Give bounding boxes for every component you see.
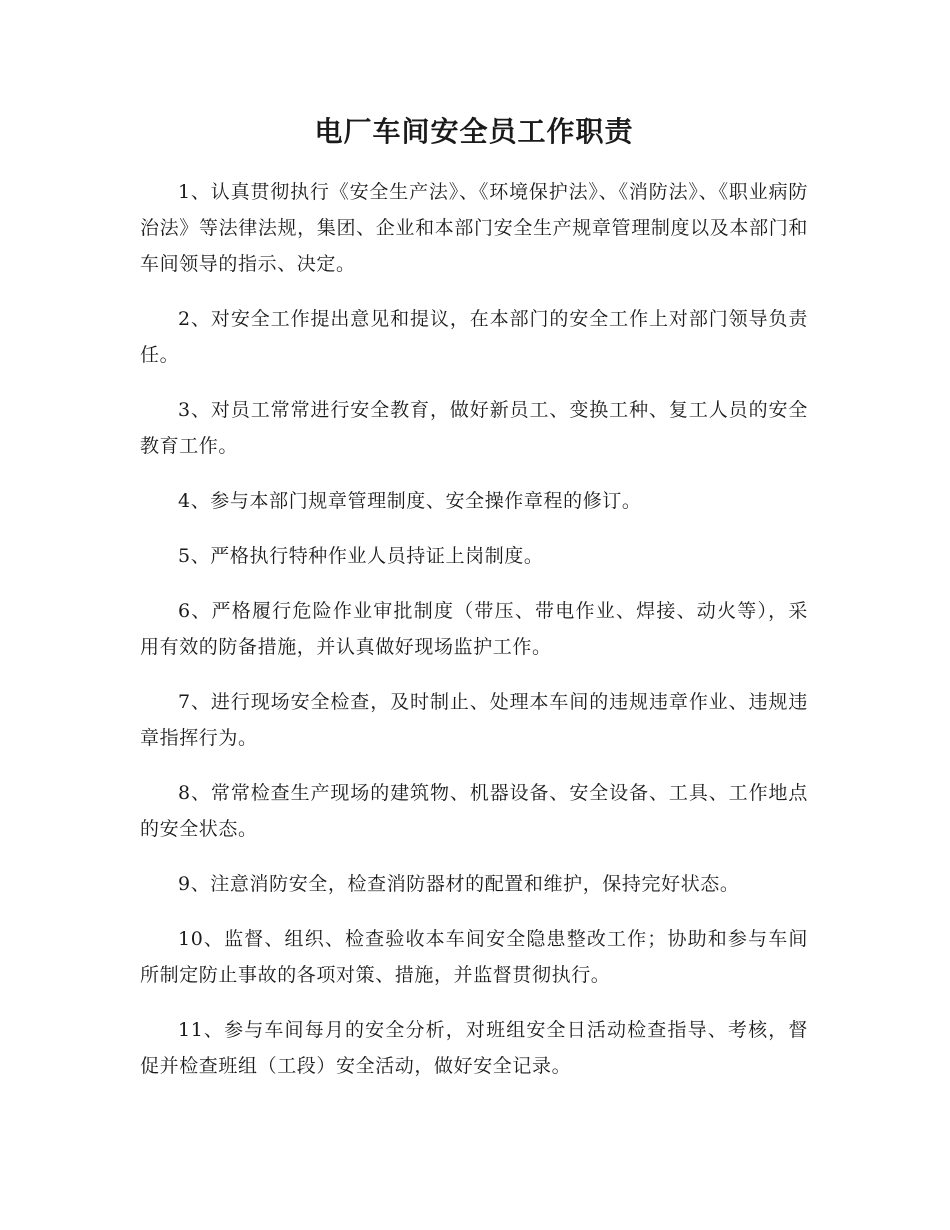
duty-paragraph-6: 6、严格履行危险作业审批制度（带压、带电作业、焊接、动火等），采用有效的防备措施，并认真做好现场监护工作。 xyxy=(140,600,808,658)
duty-paragraph-4: 4、参与本部门规章管理制度、安全操作章程的修订。 xyxy=(178,490,642,512)
duty-paragraph-1: 1、认真贯彻执行《安全生产法》、《环境保护法》、《消防法》、《职业病防治法》等法律法规，集团、企业和本部门安全生产规章管理制度以及本部门和车间领导的指示、决定。 xyxy=(140,181,808,275)
duty-paragraph-3: 3、对员工常常进行安全教育，做好新员工、变换工种、复工人员的安全教育工作。 xyxy=(140,399,808,457)
duty-paragraph-9: 9、注意消防安全，检查消防器材的配置和维护，保持完好状态。 xyxy=(178,873,740,895)
duty-paragraph-2: 2、对安全工作提出意见和提议，在本部门的安全工作上对部门领导负责任。 xyxy=(140,308,808,366)
duty-paragraph-5: 5、严格执行特种作业人员持证上岗制度。 xyxy=(178,545,544,567)
document-page xyxy=(140,0,808,1103)
duty-paragraph-7: 7、进行现场安全检查，及时制止、处理本车间的违规违章作业、违规违章指挥行为。 xyxy=(140,691,808,749)
document-title: 电厂车间安全员工作职责 xyxy=(314,115,634,148)
document-body xyxy=(140,174,808,1084)
duty-paragraph-8: 8、常常检查生产现场的建筑物、机器设备、安全设备、工具、工作地点的安全状态。 xyxy=(140,782,808,840)
duty-paragraph-11: 11、参与车间每月的安全分析，对班组安全日活动检查指导、考核，督促并检查班组（工段）安全活动，做好安全记录。 xyxy=(140,1019,808,1077)
duty-paragraph-10: 10、监督、组织、检查验收本车间安全隐患整改工作；协助和参与车间所制定防止事故的各项对策、措施，并监督贯彻执行。 xyxy=(140,928,808,986)
